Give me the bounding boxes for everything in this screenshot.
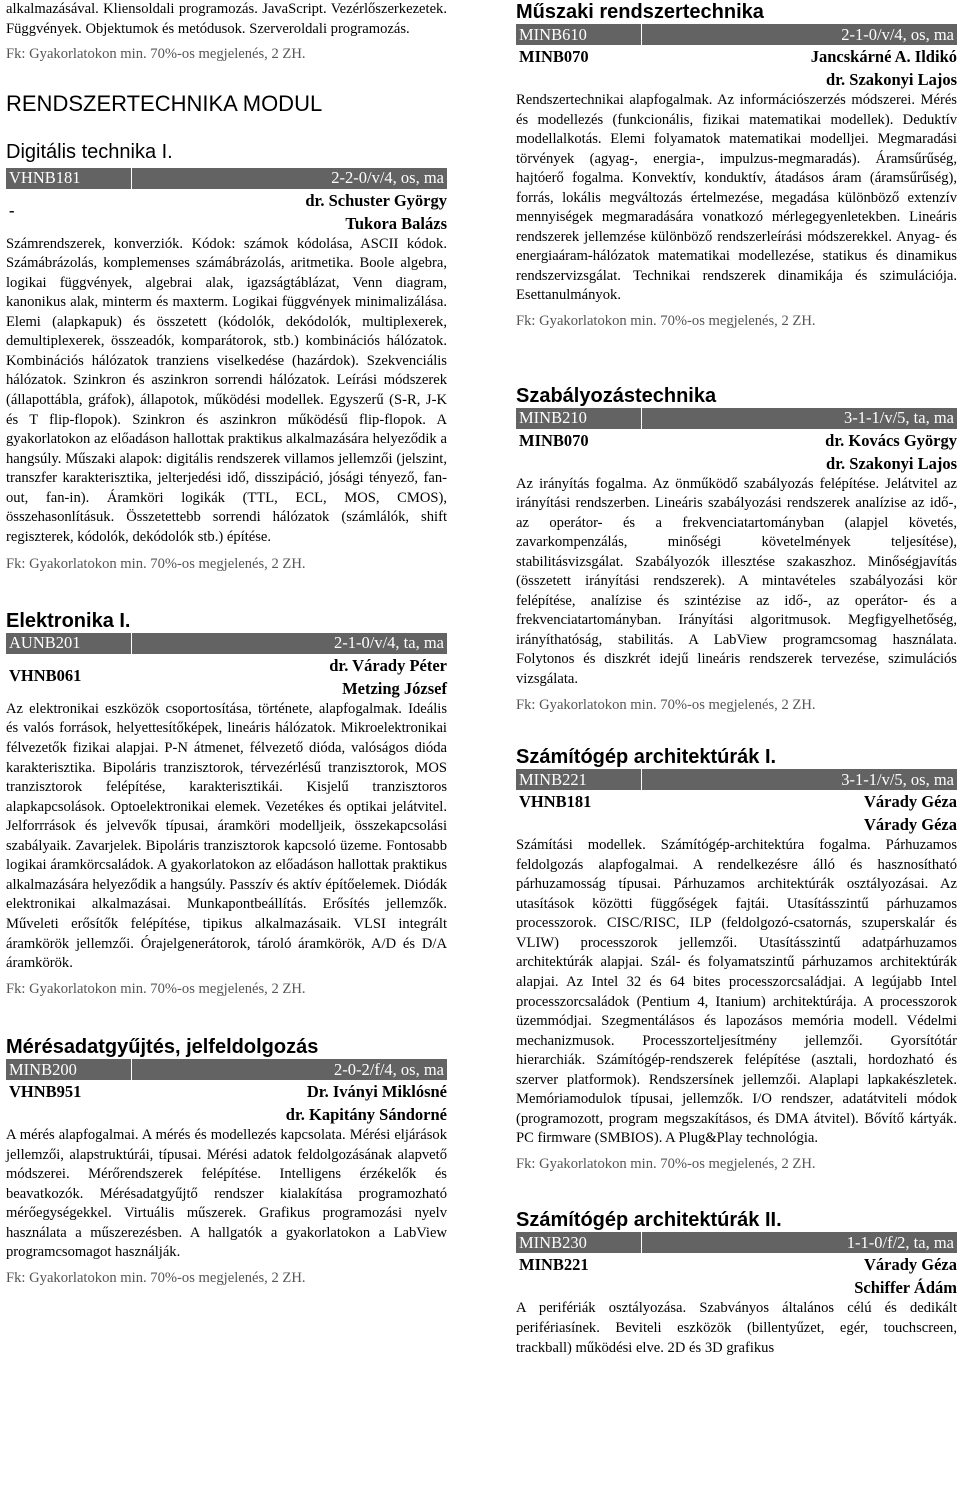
lecturer-name: Jancskárné A. Ildikó <box>810 47 957 66</box>
course-szabalyozastechnika <box>516 384 957 716</box>
course-credits: 1-1-0/f/2, ta, ma <box>846 1232 954 1252</box>
course-code: VHNB181 <box>6 168 132 189</box>
course-description: Az elektronikai eszközök csoportosítása, története, alapfogalmak. Ideális és valós források, helyettesítőképek, lineáris hálózatok. Mikroelektronikai félvezetők fizikai alapjai. P-N átmenet, félvezető dióda, valóságos dióda karakterisztika. Bipoláris tranzisztorok, térvezérlésű tranzisztorok, MOS tranzisztorok felépítése, karakterisztikái. Kisjelű tranzisztoros alapkapcsolások. Optoelektronikai elemek. Vezetékes és optikai jelátvitel. Jelforrrások és jelvevők típusai, áramköri modelljeik, összekapcsolási szabályaik. Zavarjelek. Bipoláris tranzisztorok kapcsoló üzeme. Fontosabb logikai áramkörcsaládok. A gyakorlatokon az előadáson hallottak praktikus alkalmazására helyeződik a hangsúly. Passzív és aktív építőelemek. Diódák elektronikai alkalmazásai. Munkapontbeállítás. Erősítés jellemzők. Műveleti erősítők felépítése, tipikus alkalmazásaik. VLSI integrált áramkörök jellemzői. Órajelgenerátorok, tároló áramkörök, A/D és D/A áramkörök. <box>6 700 447 972</box>
course-title: Műszaki rendszertechnika <box>516 1 764 23</box>
course-szamitogep-architekturak-1 <box>516 745 957 1174</box>
course-prerequisite: MINB070 <box>519 430 589 450</box>
left-column <box>6 0 447 1289</box>
lecturer-name: Várady Géza <box>863 1255 957 1275</box>
course-title: Számítógép architektúrák II. <box>516 1209 782 1232</box>
course-prerequisite: - <box>9 200 15 220</box>
course-requirement: Fk: Gyakorlatokon min. 70%-os megjelenés, 2 ZH. <box>6 980 306 997</box>
lecturer-name: dr. Szakonyi Lajos <box>826 453 957 473</box>
course-credits: 3-1-1/v/5, ta, ma <box>844 408 954 428</box>
course-code-bar <box>516 408 957 429</box>
course-prerequisite: VHNB951 <box>9 1082 82 1102</box>
course-prerequisite: VHNB181 <box>519 792 592 812</box>
course-requirement: Fk: Gyakorlatokon min. 70%-os megjelenés, 2 ZH. <box>6 1269 306 1286</box>
course-title: Mérésadatgyűjtés, jelfeldolgozás <box>6 1036 319 1059</box>
course-instructors <box>516 1253 957 1299</box>
course-title: Digitális technika I. <box>6 140 173 163</box>
course-title: Szabályozástechnika <box>516 384 717 407</box>
course-instructors <box>516 790 957 836</box>
lecturer-name: Várady Géza <box>863 792 957 812</box>
intro-text: alkalmazásával. Kliensoldali programozás. JavaScript. Vezérlőszerkezetek. Függvények. Objektumok és metódusok. Szerveroldali programozás. <box>6 1 447 37</box>
course-instructors <box>6 189 447 235</box>
course-elektronika <box>6 609 447 999</box>
intro-requirement: Fk: Gyakorlatokon min. 70%-os megjelenés, 2 ZH. <box>6 46 306 63</box>
course-requirement: Fk: Gyakorlatokon min. 70%-os megjelenés, 2 ZH. <box>516 1155 816 1172</box>
course-description: A mérés alapfogalmai. A mérés és modellezés kapcsolata. Mérési eljárások jellemzői, alapstruktúrái, típusai. Mérési adatok feldolgozásának alapvető módszerei. Mérőrendszerek felépítése. Intelligens érzékelők és beavatkozók. Mérésadatgyűjtő rendszer kialakítása programozható mérőegységekkel. Virtuális műszerek. Grafikus programozási nyelv használata a műszerezésben. A hallgatók a gyakorlatokon a LabView programcsomagot használják. <box>6 1127 447 1261</box>
course-code-bar <box>516 1232 957 1253</box>
course-description: Rendszertechnikai alapfogalmak. Az információszerzés módszerei. Mérés és modellezés (funkcionális, fizikai matematikai modellek). Deduktív modellalkotás. Elemi folyamatok matematikai modelljei. Megmaradási törvények (agyag-, energia-, impulzus-megmaradás). Áramsűrűség, hajtóerő fogalma. Konvektív, konduktív, átadásos áram (áramsűrűség), forrás, lokális megváltozás értelmezése, megadása különböző extenzív mennyiségek megmaradására vonatkozó mérlegegyenletekben. Lineáris rendszerek jellemzése különböző rendszerleírási módszerekkel. Anyag- és energiaáram-hálózatok matematikai modellezése, statikus és dinamikus rendszervizsgálat. Technikai rendszerek dinamikája és szimulációja. Esettanulmányok. <box>516 92 957 304</box>
lecturer-name: Tukora Balázs <box>345 213 447 233</box>
course-code-bar <box>6 1059 447 1080</box>
course-description: Számítási modellek. Számítógép-architektúra fogalma. Párhuzamos feldolgozás alapfogalmai. A rendelkezésre álló és hasznosítható párhuzamosság típusai. Párhuzamos architektúrák osztályozásai. Az utasítások közötti függőségek fajtái. Utasításszintű párhuzamos processzorok. CISC/RISC, ILP (feldolgozó-csatornás, szuperskalár és VLIW) processzorok jellemzői. Utasításszintű adatpárhuzamos architektúrák alapjai. Szál- és folyamatszintű párhuzamos architektúrák alapjai. Az Intel 32 és 64 bites processzorcsaládjai. A legújabb Intel processzorcsaládok (Pentium 4, Itanium) architektúrája. A processzorok üzemmódjai. Szegmentálásos és lapozásos memória modell. Védelmi mechanizmusok. Processzorteljesítmény jellemzői. Gyorsítótár hierarchiák. Számítógép-rendszerek felépítése (asztali, hordozható és szerver platformok). Rendszersínek jellemzői. Alaplapi lapkakészletek. Memóriamodulok típusai, jellemzők. I/O rendszer, adatátviteli módok (programozott, program megszakításos, és DMA átvitel). Bővítő kártyák. PC firmware (SMBIOS). A Plug&Play technológia. <box>516 837 957 1147</box>
lecturer-name: dr. Schuster György <box>305 190 447 210</box>
course-prerequisite: VHNB061 <box>9 665 82 685</box>
course-requirement: Fk: Gyakorlatokon min. 70%-os megjelenés, 2 ZH. <box>516 313 816 330</box>
course-description: Az irányítás fogalma. Az önműködő szabályozás felépítése. Jelátvitel az irányítási rendszerben. Lineáris szabályozási rendszerek analízise az idő-, az operátor- és a frekvenciatartományban (alapjel követés, zavarkompenzálás, minőségi követelmények teljesítése), stabilitásvizsgálat. Szabályozók illesztése szakaszhoz. Minőségjavítás (összetett irányítási rendszerek). A mintavételes szabályozási kör felépítése, analízise és szintézise az idő-, az operátor- és a frekvenciatartományban. Irányítási algoritmusok. Megfigyelhetőség, irányíthatóság, stabilitás. A LabView programcsomag használata. Folytonos és diszkrét idejű lineáris rendszerek tervezése, szimulációs vizsgálata. <box>516 475 957 688</box>
course-szamitogep-architekturak-2 <box>516 1208 957 1358</box>
course-instructors <box>516 429 957 475</box>
module-title: RENDSZERTECHNIKA MODUL <box>6 90 323 116</box>
course-code: AUNB201 <box>6 633 132 654</box>
course-requirement: Fk: Gyakorlatokon min. 70%-os megjelenés, 2 ZH. <box>6 556 306 573</box>
course-title: Elektronika I. <box>6 609 131 632</box>
course-digitalis-technika <box>6 140 447 575</box>
course-code-bar <box>6 633 447 654</box>
course-code: MINB200 <box>6 1059 132 1080</box>
course-credits: 2-1-0/v/4, os, ma <box>841 24 954 44</box>
course-instructors <box>6 1080 447 1126</box>
course-code: MINB210 <box>516 408 642 429</box>
course-code: MINB610 <box>516 24 642 45</box>
course-description: A perifériák osztályozása. Szabványos általános célú és dedikált perifériasínek. Beviteli eszközök (billentyűzet, egér, touchscreen, trackball) működési elve. 2D és 3D grafikus <box>516 1300 957 1356</box>
lecturer-name: Schiffer Ádám <box>854 1278 957 1298</box>
right-column <box>516 0 957 1358</box>
course-meresadatgyujtes <box>6 1035 447 1288</box>
lecturer-name: dr. Szakonyi Lajos <box>826 70 957 89</box>
course-code: MINB230 <box>516 1232 642 1253</box>
lecturer-name: dr. Kapitány Sándorné <box>285 1105 447 1125</box>
lecturer-name: Dr. Iványi Miklósné <box>306 1082 447 1102</box>
course-title: Számítógép architektúrák I. <box>516 746 777 769</box>
course-credits: 2-1-0/v/4, ta, ma <box>334 633 444 653</box>
course-code-bar <box>6 168 447 189</box>
course-prerequisite: MINB221 <box>519 1255 589 1275</box>
course-code-bar <box>516 769 957 790</box>
course-code-bar <box>516 24 957 45</box>
course-instructors <box>516 45 957 91</box>
lecturer-name: Várady Géza <box>863 815 957 835</box>
course-credits: 3-1-1/v/5, os, ma <box>841 769 954 789</box>
lecturer-name: dr. Kovács György <box>825 430 957 450</box>
course-muszaki-rendszertechnika <box>516 0 957 332</box>
course-description: Számrendszerek, konverziók. Kódok: számok kódolása, ASCII kódok. Számábrázolás, komplemenses számábrázolás, aritmetika. Boole algebra, logikai függvények, algebrai alak, igazságtáblázat, Venn diagram, kanonikus alak, minterm és maxterm. Logikai függvények minimalizálása. Elemi (alapkapuk) és összetett (kódolók, dekódolók, multiplexerek, demultiplexerek, összeadók, komparátorok, stb.) kombinációs hálózatok. Kombinációs hálózatok tranziens viselkedése (hazárdok). Szekvenciális hálózatok. Szinkron és aszinkron sorrendi hálózatok. Leírási módszerek (állapottábla, gráfok), állapotok, működési modellek. Egyszerű (S-R, J-K és T flip-flopok). Szinkron és aszinkron működésű flip-flopok. A gyakorlatokon az előadáson hallottak praktikus alkalmazására helyeződik a hangsúly. Műszaki alapok: digitális rendszerek villamos jellemzői (jelszint, transzfer karakterisztika, jelterjedési idő, disszipáció, jósági tényező, fan-out, fan-in). Áramköri logikák (TTL, ECL, MOS, CMOS), összehasonlításuk. Összetettebb sorrendi hálózatok (számlálók, shift regiszterek, kódolók, dekódolók stb.) építése. <box>6 235 447 545</box>
course-instructors <box>6 654 447 700</box>
course-prerequisite: MINB070 <box>519 47 589 66</box>
course-credits: 2-2-0/v/4, os, ma <box>331 168 444 188</box>
course-credits: 2-0-2/f/4, os, ma <box>334 1059 444 1079</box>
course-requirement: Fk: Gyakorlatokon min. 70%-os megjelenés, 2 ZH. <box>516 696 816 713</box>
course-code: MINB221 <box>516 769 642 790</box>
lecturer-name: dr. Várady Péter <box>329 655 447 675</box>
lecturer-name: Metzing József <box>342 678 447 698</box>
